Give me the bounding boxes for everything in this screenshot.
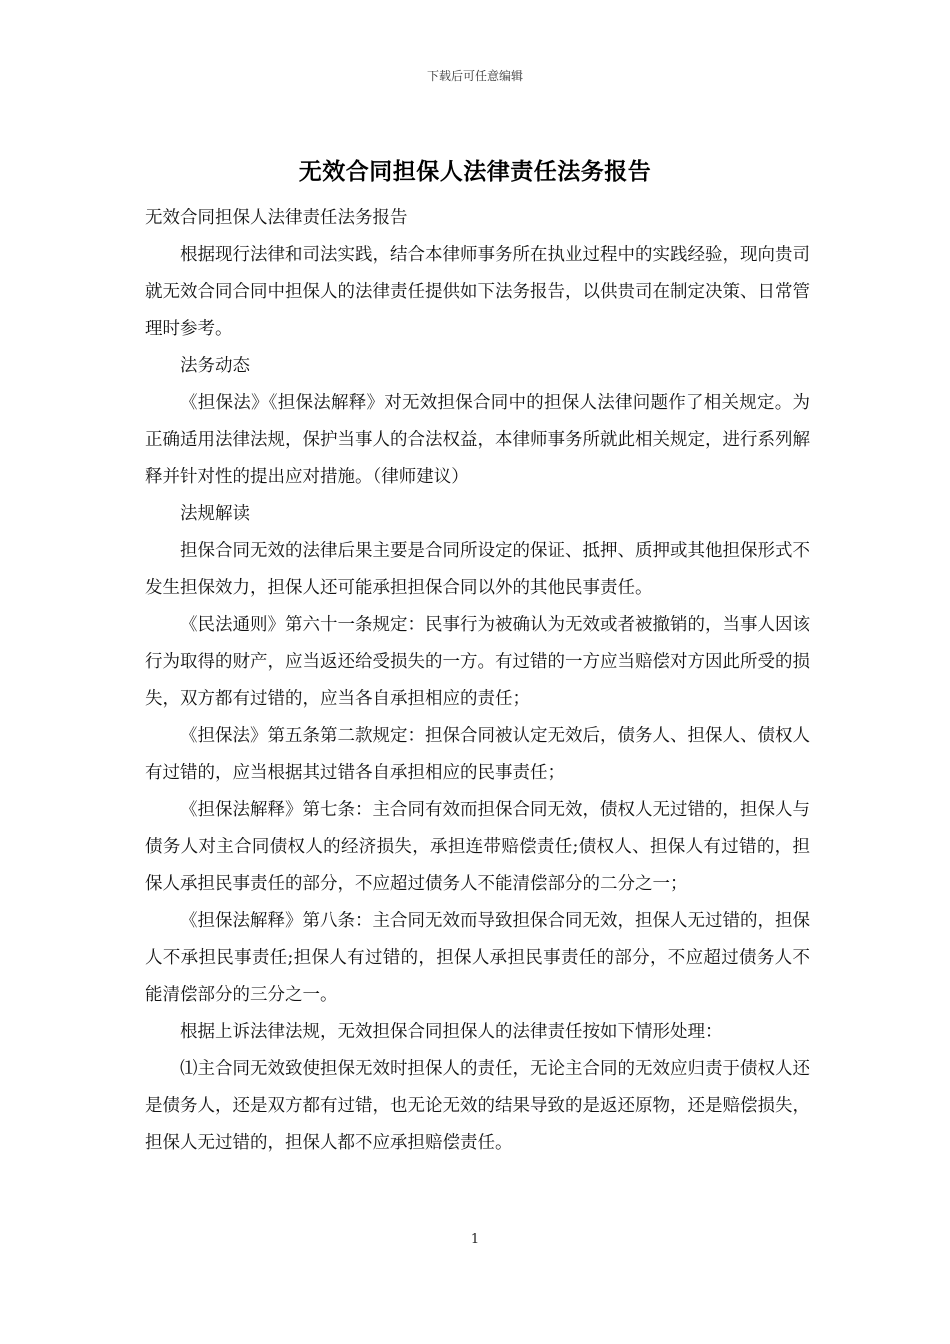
header-note: 下载后可任意编辑 [426,69,523,83]
body-paragraph: 《担保法》第五条第二款规定：担保合同被认定无效后，债务人、担保人、债权人有过错的，应当根据其过错各自承担相应的民事责任； [145,726,810,783]
section-heading-regulation-reading: 法规解读 [180,504,250,524]
body-paragraph: 《担保法解释》第八条：主合同无效而导致担保合同无效，担保人无过错的，担保人不承担民事责任;担保人有过错的，担保人承担民事责任的部分，不应超过债务人不能清偿部分的三分之一。 [145,911,810,1005]
body-paragraph: 根据上诉法律法规，无效担保合同担保人的法律责任按如下情形处理： [180,1022,723,1042]
body-paragraph: 担保合同无效的法律后果主要是合同所设定的保证、抵押、质押或其他担保形式不发生担保效力，担保人还可能承担担保合同以外的其他民事责任。 [145,541,810,598]
body-paragraph: ⑴主合同无效致使担保无效时担保人的责任，无论主合同的无效应归责于债权人还是债务人，还是双方都有过错，也无论无效的结果导致的是返还原物，还是赔偿损失，担保人无过错的，担保人都不应承担赔偿责任。 [145,1059,810,1153]
document-title: 无效合同担保人法律责任法务报告 [298,158,652,185]
subtitle-paragraph: 无效合同担保人法律责任法务报告 [145,208,408,228]
legal-news-paragraph: 《担保法》《担保法解释》对无效担保合同中的担保人法律问题作了相关规定。为正确适用法律法规，保护当事人的合法权益，本律师事务所就此相关规定，进行系列解释并针对性的提出应对措施。（律师建议） [145,393,810,487]
intro-paragraph: 根据现行法律和司法实践，结合本律师事务所在执业过程中的实践经验，现向贵司就无效合同合同中担保人的法律责任提供如下法务报告，以供贵司在制定决策、日常管理时参考。 [145,245,810,339]
body-paragraph: 《民法通则》第六十一条规定：民事行为被确认为无效或者被撤销的，当事人因该行为取得的财产，应当返还给受损失的一方。有过错的一方应当赔偿对方因此所受的损失，双方都有过错的，应当各自承担相应的责任； [145,615,810,709]
body-paragraph: 《担保法解释》第七条：主合同有效而担保合同无效，债权人无过错的，担保人与债务人对主合同债权人的经济损失，承担连带赔偿责任;债权人、担保人有过错的，担保人承担民事责任的部分，不应超过债务人不能清偿部分的二分之一； [145,800,810,894]
section-heading-legal-news: 法务动态 [180,356,250,376]
page-number: 1 [470,1232,480,1247]
document-body [145,200,810,1162]
